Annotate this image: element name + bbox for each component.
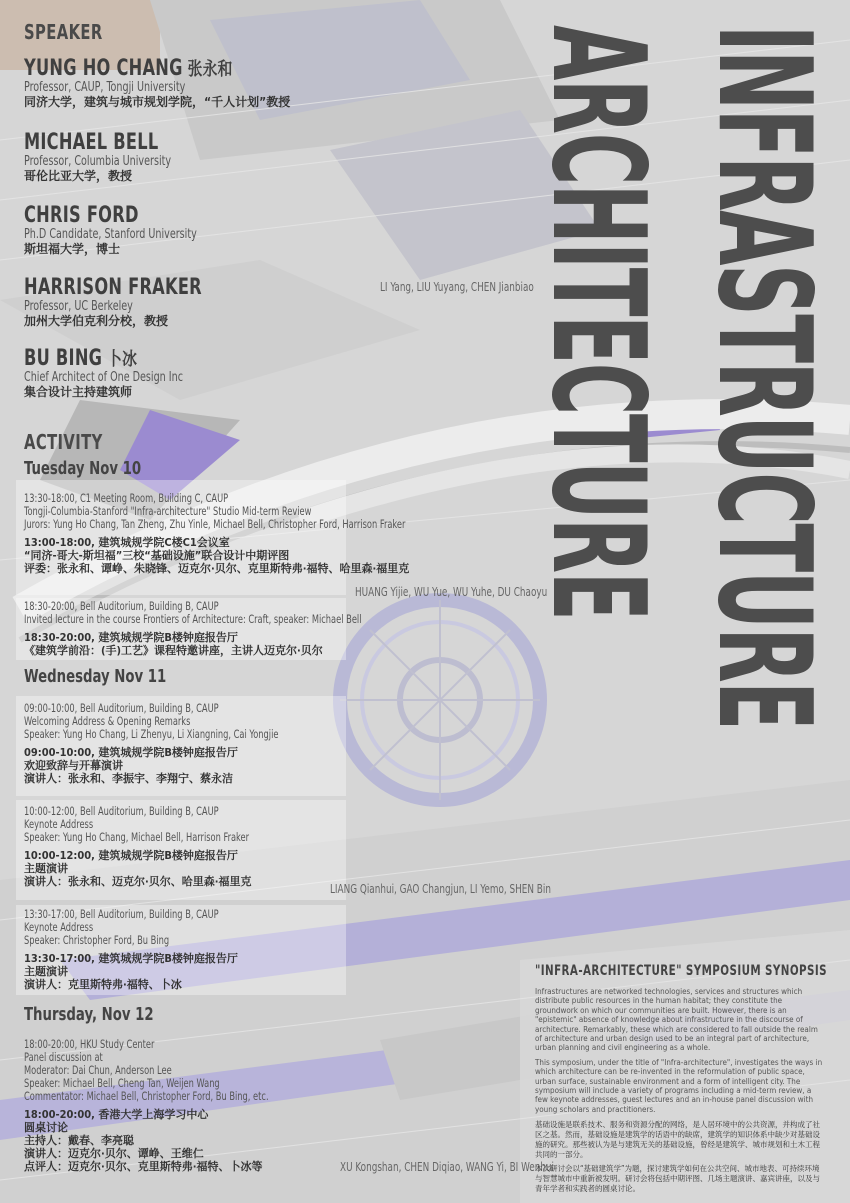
day-heading: Tuesday Nov 10 (24, 458, 142, 479)
event (24, 1038, 330, 1173)
day-heading: Wednesday Nov 11 (24, 666, 167, 687)
event-line: Moderator: Dai Chun, Anderson Lee (24, 1063, 172, 1077)
event-line: Speaker: Christopher Ford, Bu Bing (24, 933, 170, 947)
event-line: Speaker: Yung Ho Chang, Li Zhenyu, Li Xiangning, Cai Yongjie (24, 727, 279, 741)
event-line-cn: 13:00-18:00, 建筑城规学院C楼C1会议室 (24, 536, 230, 549)
credit-line: HUANG Yijie, WU Yue, WU Yuhe, DU Chaoyu (355, 585, 548, 599)
speaker-title-cn: 同济大学，建筑与城市规划学院，“千人计划”教授 (24, 95, 291, 109)
event-line-cn: 09:00-10:00, 建筑城规学院B楼钟庭报告厅 (24, 746, 238, 759)
synopsis-paragraph: This symposium, under the title of "Infra-architecture", investigates the ways in which architecture can be re-invented in the reformulation of public space, urban surface, sustainable environment and a form of intelligent city. The symposium will include a variety of programs including a mid-term review, a few keynote addresses, guest lectures and an in-house panel discussion with young scholars and practitioners. (535, 1057, 823, 1114)
event (24, 805, 305, 888)
speaker-title-cn: 斯坦福大学，博士 (24, 242, 121, 256)
event (24, 492, 501, 575)
speaker-3 (24, 203, 235, 257)
speaker-name: CHRIS FORD (24, 203, 139, 228)
event-line-cn: 主题演讲 (24, 965, 68, 978)
event-line-cn: 主题演讲 (24, 862, 68, 875)
speaker-title-cn: 哥伦比亚大学，教授 (24, 169, 133, 183)
title-infrastructure: INFRASTRUCTURE (689, 25, 838, 729)
event-line-cn: 10:00-12:00, 建筑城规学院B楼钟庭报告厅 (24, 849, 238, 862)
synopsis (535, 963, 850, 1194)
event-line-cn: 主持人：戴春、李亮聪 (24, 1134, 134, 1147)
event (24, 702, 342, 785)
event-line: 13:30-17:00, Bell Auditorium, Building B, CAUP (24, 907, 219, 921)
event-line-cn: 评委：张永和、谭峥、朱晓锋、迈克尔·贝尔、克里斯特弗·福特、哈里森·福里克 (24, 562, 410, 575)
event-line-cn: 演讲人：张永和、李振宇、李翔宁、蔡永洁 (24, 772, 233, 785)
credit-line: LIANG Qianhui, GAO Changjun, LI Yemo, SHEN Bin (330, 882, 551, 896)
event-line-cn: 点评人：迈克尔·贝尔、克里斯特弗·福特、卜冰等 (24, 1160, 263, 1173)
speaker-5 (24, 345, 218, 400)
event-line: Tongji-Columbia-Stanford "Infra-architecture" Studio Mid-term Review (24, 504, 312, 518)
activity-heading: ACTIVITY (24, 430, 103, 454)
event-line-cn: 18:00-20:00, 香港大学上海学习中心 (24, 1108, 209, 1121)
title-architecture: ARCHITECTURE (523, 25, 672, 620)
event-line: 09:00-10:00, Bell Auditorium, Building B, CAUP (24, 701, 219, 715)
speaker-name: BU BING 卜冰 (24, 346, 138, 371)
event-line-cn: 圆桌讨论 (24, 1121, 68, 1134)
event-line-cn: “同济-哥大-斯坦福”三校“基础设施”联合设计中期评图 (24, 549, 290, 562)
event-line: Commentator: Michael Bell, Christopher Ford, Bu Bing, etc. (24, 1089, 269, 1103)
event-line: Speaker: Yung Ho Chang, Michael Bell, Harrison Fraker (24, 830, 250, 844)
speaker-title-cn: 集合设计主持建筑师 (24, 385, 133, 399)
event (24, 908, 267, 991)
event-line-cn: 演讲人：克里斯特弗·福特、卜冰 (24, 978, 182, 991)
event-line-cn: 《建筑学前沿：(手)工艺》课程特邀讲座，主讲人迈克尔·贝尔 (24, 644, 323, 657)
event-line: Welcoming Address & Opening Remarks (24, 714, 191, 728)
event-line: Keynote Address (24, 817, 94, 831)
day-heading: Thursday, Nov 12 (24, 1004, 154, 1025)
event-line: Speaker: Michael Bell, Cheng Tan, Weijen Wang (24, 1076, 220, 1090)
event-line: Jurors: Yung Ho Chang, Tan Zheng, Zhu Yinle, Michael Bell, Christopher Ford, Harrison Fraker (24, 517, 406, 531)
synopsis-title: "INFRA-ARCHITECTURE" SYMPOSIUM SYNOPSIS (535, 963, 827, 979)
credit-line: XU Kongshan, CHEN Diqiao, WANG Yi, BI Wenhui (340, 1160, 555, 1174)
synopsis-paragraph: Infrastructures are networked technologies, services and structures which distribute public resources in the human habitat; they constitute the groundwork on which our communities are built. However, there is an "epistemic" absence of knowledge about infrastructure in the discourse of architecture. Remarkably, these which are considered to fall outside the realm of architecture and urban design used to be an integral part of architecture, urban planning and civil engineering as a whole. (535, 987, 818, 1053)
event (24, 600, 446, 657)
speaker-name: YUNG HO CHANG 张永和 (24, 56, 233, 81)
event-line-cn: 演讲人：张永和、迈克尔·贝尔、哈里森·福里克 (24, 875, 252, 888)
speaker-name: MICHAEL BELL (24, 130, 159, 155)
speaker-title: Professor, CAUP, Tongji University (24, 80, 186, 95)
credit-line: LI Yang, LIU Yuyang, CHEN Jianbiao (380, 280, 534, 294)
event-line: Panel discussion at (24, 1050, 103, 1064)
event-line-cn: 演讲人：迈克尔·贝尔、谭峥、王维仁 (24, 1147, 204, 1160)
synopsis-paragraph-cn: 本次研讨会以“基础建筑学”为题，探讨建筑学如何在公共空间、城市地表、可持续环境与智慧城市中重新被发明。研讨会将包括中期评图、几场主题演讲、嘉宾讲座，以及与青年学者和实践者的圆桌讨论。 (535, 1164, 820, 1194)
speaker-name: HARRISON FRAKER (24, 275, 202, 300)
event-line-cn: 18:30-20:00, 建筑城规学院B楼钟庭报告厅 (24, 631, 238, 644)
speaker-2 (24, 130, 203, 184)
event-line-cn: 13:30-17:00, 建筑城规学院B楼钟庭报告厅 (24, 952, 238, 965)
speaker-heading: SPEAKER (24, 20, 103, 44)
speaker-title-cn: 加州大学伯克利分校，教授 (24, 314, 169, 328)
synopsis-paragraph-cn: 基础设施是联系技术、服务和资源分配的网络，是人居环境中的公共资源，并构成了社区之基。然而，基础设施是建筑学的话语中的缺席，建筑学的知识体系中缺少对基础设施的研究。那些被认为是与建筑无关的基础设施，曾经是建筑学、城市规划和土木工程共同的一部分。 (535, 1120, 820, 1160)
speaker-title: Professor, Columbia University (24, 154, 172, 169)
event-line: 13:30-18:00, C1 Meeting Room, Building C, CAUP (24, 491, 229, 505)
event-line: 18:30-20:00, Bell Auditorium, Building B, CAUP (24, 599, 219, 613)
speaker-4 (24, 275, 241, 329)
event-line-cn: 欢迎致辞与开幕演讲 (24, 759, 123, 772)
event-line: Invited lecture in the course Frontiers of Architecture: Craft, speaker: Michael Bell (24, 612, 362, 626)
event-line: 10:00-12:00, Bell Auditorium, Building B, CAUP (24, 804, 219, 818)
speaker-title: Chief Architect of One Design Inc (24, 370, 183, 385)
speaker-title: Ph.D Candidate, Stanford University (24, 227, 197, 242)
speaker-1 (24, 55, 290, 110)
event-line: 18:00-20:00, HKU Study Center (24, 1037, 155, 1051)
event-line: Keynote Address (24, 920, 94, 934)
speaker-title: Professor, UC Berkeley (24, 299, 133, 314)
